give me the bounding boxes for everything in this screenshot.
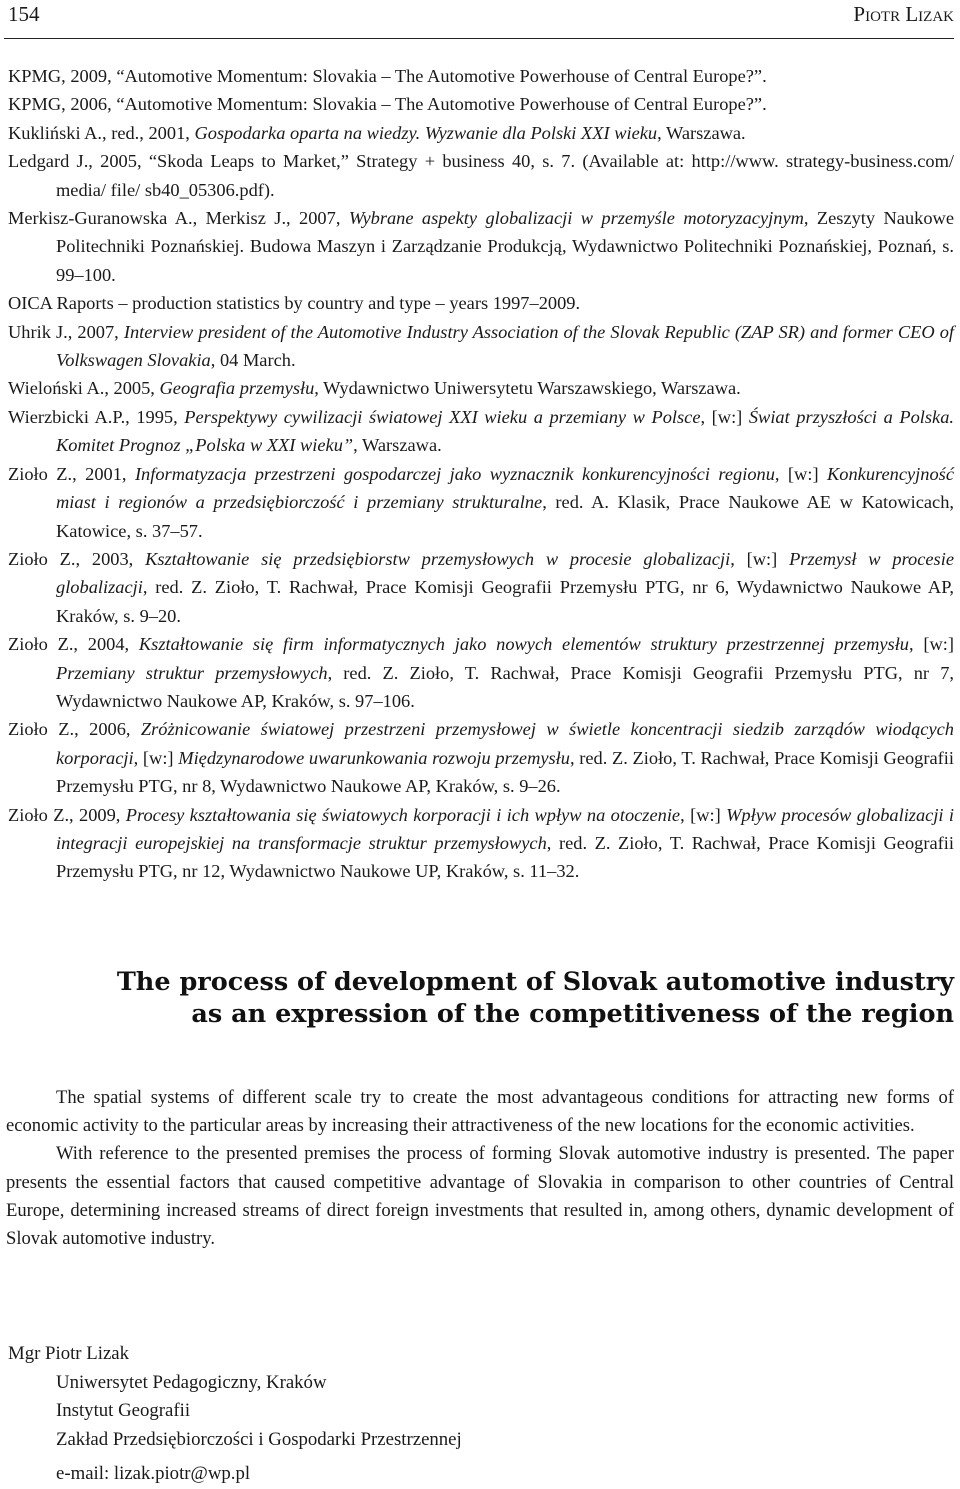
reference-text: , [w:] (909, 634, 954, 655)
summary-title (100, 966, 954, 1030)
page-header (4, 0, 954, 39)
summary-title-line-1: The process of development of Slovak automotive industry (116, 967, 954, 997)
reference-text: KPMG, 2006, “Automotive Momentum: Slovakia – The Automotive Powerhouse of Central Europe?”. (8, 94, 767, 115)
reference-title: Interview president of the Automotive Industry Association of the Slovak Republic (ZAP SR) and former CEO of Volkswagen Slovakia (56, 321, 955, 371)
reference-text: KPMG, 2009, “Automotive Momentum: Slovakia – The Automotive Powerhouse of Central Europe?”. (8, 66, 767, 86)
author-affiliation: Zakład Przedsiębiorczości i Gospodarki Przestrzennej (56, 1428, 462, 1450)
reference-title: Przemysł w procesie globalizacji (56, 548, 954, 598)
reference-text: Zioło Z., 2009, (8, 804, 126, 825)
reference-text: Uhrik J., 2007, (8, 321, 124, 342)
reference-title: Międzynarodowe uwarunkowania rozwoju przemysłu (178, 747, 570, 768)
reference-text: Wieloński A., 2005, (8, 378, 160, 399)
reference-entry (8, 62, 954, 90)
reference-title: Wpływ procesów globalizacji i integracji europejskiej na transformacje struktur przemysłowych (56, 804, 955, 853)
reference-title: Przemiany struktur przemysłowych (56, 662, 328, 683)
author-block (8, 1340, 462, 1489)
reference-title: Kształtowanie się przedsiębiorstw przemysłowych w procesie globalizacji (145, 548, 731, 569)
reference-text: , [w:] (680, 804, 727, 825)
reference-title: Gospodarka oparta na wiedzy. Wyzwanie dla Polski XXI wieku (194, 122, 658, 143)
reference-text: Ledgard J., 2005, “Skoda Leaps to Market,” Strategy + business 40, s. 7. (Available at: http://www. strategy-business.com/ media/ file/ sb40_05306.pdf). (8, 151, 954, 200)
reference-text: , Wydawnictwo Uniwersytetu Warszawskiego, Warszawa. (314, 378, 741, 399)
reference-entry (8, 119, 954, 147)
reference-title: Wybrane aspekty globalizacji w przemyśle motoryzacyjnym (348, 208, 804, 229)
reference-text: , Warszawa. (657, 122, 746, 143)
reference-entry (8, 403, 954, 460)
reference-text: , [w:] (133, 747, 179, 768)
reference-text: Wierzbicki A.P., 1995, (8, 406, 185, 427)
reference-text: , [w:] (700, 406, 749, 427)
reference-entry (8, 147, 954, 204)
reference-title: Zróżnicowanie światowej przestrzeni przemysłowej w świetle koncentracji siedzib zarządów wiodących korporacji (56, 719, 954, 768)
page-number: 154 (8, 2, 40, 26)
reference-text: Kukliński A., red., 2001, (8, 122, 195, 143)
reference-text: , [w:] (730, 548, 790, 569)
reference-entry (8, 801, 954, 886)
reference-entry (8, 374, 954, 402)
abstract-paragraph: The spatial systems of different scale try to create the most advantageous conditions for attracting new forms of economic activity to the particular areas by increasing their attractiveness of the new locations for the economic activities. (6, 1087, 954, 1137)
reference-text: Zioło Z., 2003, (8, 548, 146, 569)
author-affiliation: Uniwersytet Pedagogiczny, Kraków (56, 1371, 327, 1393)
reference-title: Procesy kształtowania się światowych korporacji i ich wpływ na otoczenie (125, 804, 681, 825)
summary-title-line-2: as an expression of the competitiveness of the region (191, 999, 954, 1029)
reference-text: , red. Z. Zioło, T. Rachwał, Prace Komisji Geografii Przemysłu PTG, nr 6, Wydawnictwo Naukowe AP, Kraków, s. 9–20. (56, 577, 954, 626)
reference-text: , [w:] (774, 463, 827, 484)
reference-text: , red. Z. Zioło, T. Rachwał, Prace Komisji Geografii Przemysłu PTG, nr 12, Wydawnictwo Naukowe UP, Kraków, s. 11–32. (56, 832, 954, 882)
reference-title: Informatyzacja przestrzeni gospodarczej jako wyznacznik konkurencyjności regionu (134, 463, 775, 484)
reference-title: Perspektywy cywilizacji światowej XXI wieku a przemiany w Polsce (184, 406, 701, 427)
reference-entry (8, 715, 954, 800)
author-email: e-mail: lizak.piotr@wp.pl (56, 1463, 251, 1485)
reference-text: , Warszawa. (353, 435, 442, 456)
reference-entry (8, 545, 954, 630)
reference-title: Kształtowanie się firm informatycznych jako nowych elementów struktury przestrzennej przemysłu (138, 634, 910, 655)
reference-entry (8, 460, 954, 545)
reference-entry (8, 90, 954, 118)
reference-title: Świat przyszłości a Polska. Komitet Prognoz „Polska w XXI wieku” (56, 406, 954, 456)
reference-title: Geografia przemysłu (159, 378, 315, 399)
abstract-paragraph: With reference to the presented premises the process of forming Slovak automotive industry is presented. The paper presents the essential factors that caused competitive advantage of Slovakia in comparison to other countries of Central Europe, determining increased streams of direct foreign investments that resulted in, among others, dynamic development of Slovak automotive industry. (6, 1143, 954, 1250)
reference-text: Zioło Z., 2004, (8, 634, 139, 655)
reference-list (8, 62, 954, 886)
reference-text: Zioło Z., 2006, (8, 719, 141, 740)
reference-text: Zioło Z., 2001, (8, 463, 135, 484)
reference-text: OICA Raports – production statistics by country and type – years 1997–2009. (8, 293, 581, 314)
reference-entry (8, 289, 954, 317)
reference-text: , red. A. Klasik, Prace Naukowe AE w Katowicach, Katowice, s. 37–57. (56, 492, 954, 541)
reference-text: , red. Z. Zioło, T. Rachwał, Prace Komisji Geografii Przemysłu PTG, nr 7, Wydawnictwo Naukowe AP, Kraków, s. 97–106. (56, 662, 954, 711)
author-affiliation: Instytut Geografii (56, 1400, 191, 1422)
author-name: Mgr Piotr Lizak (8, 1343, 130, 1364)
running-head: Piotr Lizak (853, 2, 954, 26)
reference-title: Konkurencyjność miast i regionów a przedsiębiorczość i przemiany strukturalne (56, 463, 954, 513)
reference-text: , red. Z. Zioło, T. Rachwał, Prace Komisji Geografii Przemysłu PTG, nr 8, Wydawnictwo Naukowe AP, Kraków, s. 9–26. (56, 747, 955, 797)
reference-entry (8, 318, 954, 375)
reference-text: Merkisz-Guranowska A., Merkisz J., 2007, (8, 208, 349, 229)
reference-text: , Zeszyty Naukowe Politechniki Poznańskiej. Budowa Maszyn i Zarządzanie Produkcją, Wydawnictwo Politechniki Poznańskiej, Poznań, s. 99–100. (56, 208, 954, 285)
reference-text: , 04 March. (210, 350, 296, 371)
reference-entry (8, 630, 954, 715)
reference-entry (8, 204, 954, 289)
summary-abstract (6, 1084, 954, 1253)
